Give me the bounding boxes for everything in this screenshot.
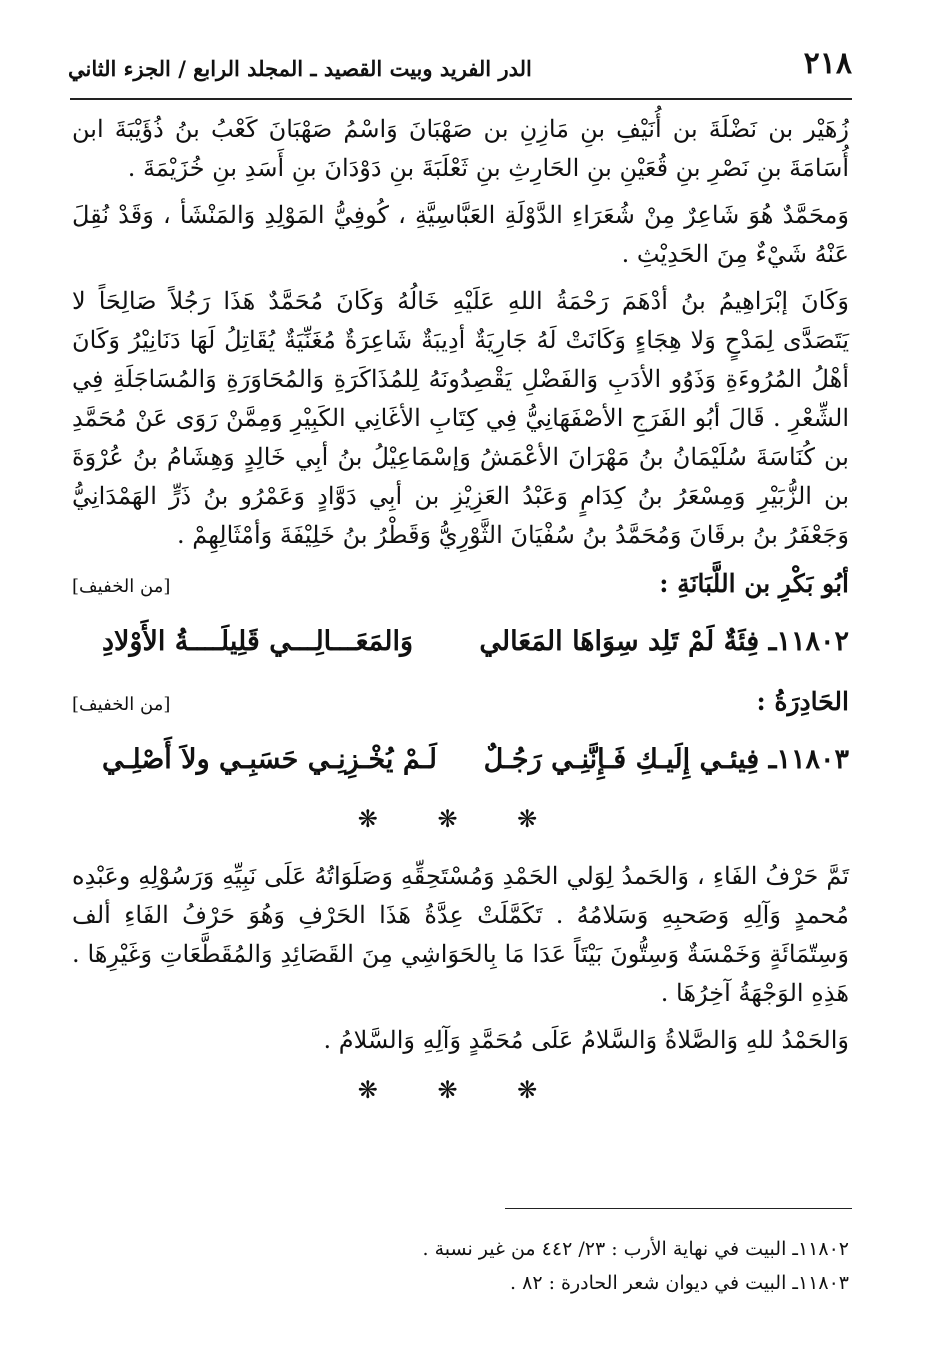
verse-number: ١١٨٠٣ـ <box>768 744 849 775</box>
closing-paragraph: وَالحَمْدُ للهِ وَالصَّلاةُ وَالسَّلامُ عَلَى مُحَمَّدٍ وَآلِهِ وَالسَّلامُ . <box>323 1026 849 1054</box>
poet-name: أبُو بَكْرِ بن اللَّبَانَةِ : <box>659 569 849 598</box>
verse-line <box>72 737 849 783</box>
verse-first-half <box>479 619 849 665</box>
running-title: الدر الفريد وبيت القصيد ـ المجلد الرابع / الجزء الثاني <box>68 56 532 81</box>
page-header <box>68 46 852 81</box>
paragraph: وَكَانَ إبْرَاهِيمُ بنُ أدْهَمَ رَحْمَةُ اللهِ عَلَيْهِ خَالُهُ وَكَانَ مُحَمَّدٌ هَذَا رَجُلاً صَالِحَاً لا يَتَصَدَّى لِمَدْحٍ وَلا هِجَاءٍ وَكَانَتْ لَهُ جَارِيَةٌ أدِيبَةٌ شَاعِرَةٌ مُغَنِّيَةٌ يُقَاتِلُ لَهَا دَنَانِيْرُ وَكَانَ أهْلُ المُرُوءَةِ وَذَوُو الأدَبِ وَالفَضْلِ يَقْصِدُونَهُ لِلمُذَاكَرَةِ وَالمُحَاوَرَةِ وَالمُسَاجَلَةِ فِي الشِّعْرِ . قَالَ أبُو الفَرَجِ الأصْفَهَانِيُّ فِي كِتَابِ الأغَانِي الكَبِيْرِ وَمِمَّنْ رَوَى عَنْ مُحَمَّدِ بن كُنَاسَةَ سُلَيْمَانُ بنُ مَهْرَانَ الأعْمَشُ وَإسْمَاعِيْلُ بنُ أبِي خَالِدٍ وَهِشَامُ بنُ عُرْوَةَ بن الزُّبَيْرِ وَمِسْعَرُ بنُ كِدَامٍ وَعَبْدُ العَزِيْزِ بن أبِي دَوَّادٍ وَعَمْرُو بنُ ذَرٍّ الهَمْدَانِيُّ وَجَعْفَرُ بنُ برقَانَ وَمُحَمَّدُ بنُ سُفْيَانَ الثَّوْرِيُّ وَقَطْرُ بنُ خَلِيْفَةَ وَأمْثَالِهِمْ . <box>72 287 850 549</box>
page-number: ٢١٨ <box>803 46 852 81</box>
verse-first-half <box>484 737 849 783</box>
paragraph: وَمحَمَّدٌ هُوَ شَاعِرٌ مِنْ شُعَرَاءِ الدَّوْلَةِ العَبَّاسِيَّةِ ، كُوفِيُّ المَوْلِدِ وَالمَنْشَأ ، وَقَدْ نُقِلَ عَنْهُ شَيْءٌ مِنَ الحَدِيْثِ . <box>72 201 849 268</box>
verse-number: ١١٨٠٢ـ <box>768 626 849 657</box>
verse-hemistich-2: لَـمْ يُخْـزِنِـي حَسَبِـي ولاَ أَصْلِـي <box>102 744 437 775</box>
section-separator: ❋ ❋ ❋ <box>357 805 564 833</box>
verse-hemistich-1: فِئَةٌ لَمْ تَلِد سِوَاهَا المَعَالي <box>479 626 760 657</box>
header-rule <box>70 98 852 100</box>
poem-meter: [من الخفيف] <box>72 694 171 715</box>
footnotes <box>200 1232 849 1300</box>
poet-name: الحَادِرَةُ : <box>756 687 849 716</box>
poet-heading <box>72 687 849 727</box>
poet-heading <box>72 569 849 609</box>
paragraph: زُهَيْر بن نَضْلَةَ بن أُنَيْفِ بنِ مَازِنِ بن صَهْبَانَ وَاسْمُ صَهْبَانَ كَعْبُ بنُ ذُؤَيْبَةَ ابن أُسَامَةَ بنِ نَصْرِ بنِ قُعَيْنِ بنِ الحَارِثِ بنِ ثَعْلَبَةَ بنِ دَوْدَانَ بنِ أَسَدِ بنِ خُزَيْمَةَ . <box>72 115 849 182</box>
footnote: ١١٨٠٣ـ البيت في ديوان شعر الحادرة : ٨٢ . <box>510 1272 849 1294</box>
section-separator: ❋ ❋ ❋ <box>357 1076 564 1104</box>
verse-line <box>72 619 849 665</box>
footnote-rule <box>505 1208 852 1209</box>
closing-paragraph: تَمَّ حَرْفُ الفَاءِ ، وَالحَمدُ لِوَلي الحَمْدِ وَمُسْتَحِقِّهِ وَصَلَوَاتُهُ عَلَى نَبِيِّهِ وَرَسُوْلِهِ وعَبْدِه مُحمدٍ وَآلِهِ وَصَحبِهِ وَسَلامُهُ . تَكَمَّلَتْ عِدَّةُ هَذَا الحَرْفِ وَهُوَ حَرْفُ الفَاءِ ألف وَسِتّمَائَةٍ وَخَمْسَةٌ وَسِتُّونَ بَيْتَاً عَدَا مَا بِالحَوَاشِي مِنَ القَصَائِدِ وَالمُقَطَّعَاتِ وَغَيْرِهَا . هَذِهِ الوَجْهَةُ آخِرُهَا . <box>72 862 849 1007</box>
verse-hemistich-2: وَالمَعَـــالِـــي قَلِيلَــــةُ الأَوْلادِ <box>102 626 414 657</box>
footnote: ١١٨٠٢ـ البيت في نهاية الأرب : ٢٣/ ٤٤٢ من غير نسبة . <box>422 1238 849 1260</box>
poem-meter: [من الخفيف] <box>72 576 171 597</box>
main-text <box>72 110 849 1128</box>
verse-hemistich-1: فِيئـي إِلَيـكِ فَـإِنَّنِـي رَجُـلٌ <box>483 744 760 775</box>
